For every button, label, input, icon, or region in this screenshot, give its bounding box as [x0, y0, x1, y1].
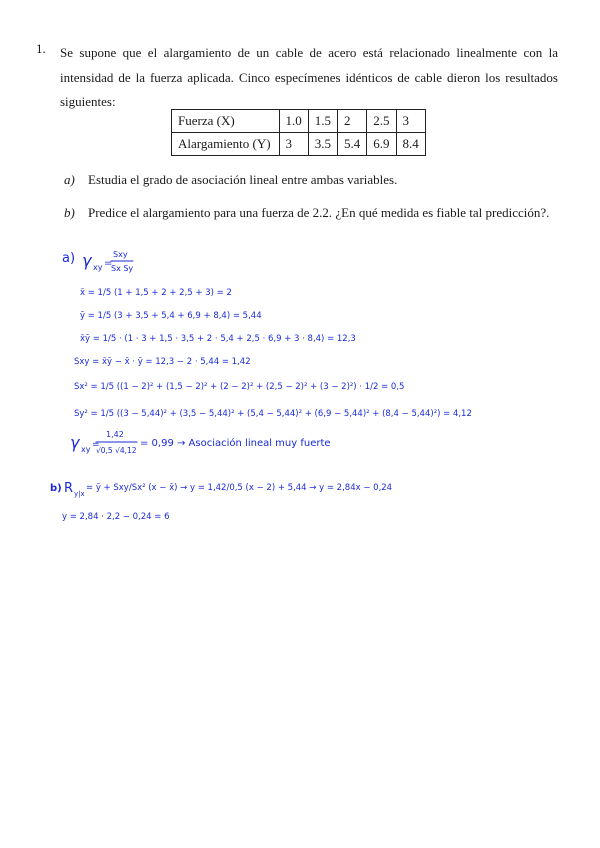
question-a-text: Estudia el grado de asociación lineal entre ambas variables. — [88, 172, 398, 187]
hw-b-regression-subscript: y|x — [74, 490, 85, 498]
svg-text:γ: γ — [82, 251, 92, 270]
hw-r-result: = 0,99 → Asociación lineal muy fuerte — [140, 438, 331, 449]
question-b-text: Predice el alargamiento para una fuerza de 2.2. ¿En qué medida es fiable tal predicción?. — [88, 205, 550, 220]
svg-text:Sx Sy: Sx Sy — [111, 264, 134, 273]
question-b-tag: b) — [64, 205, 75, 220]
table-cell: 1.0 — [279, 110, 308, 133]
hw-line-sy2: Sy² = 1/5 ((3 − 5,44)² + (3,5 − 5,44)² + (5,4 − 5,44)² + (6,9 − 5,44)² + (8,4 − 5,44)²) = 4,12 — [74, 409, 472, 419]
problem-statement: Se supone que el alargamiento de un cable de acero está relacionado linealmente con la intensidad de la fuerza aplicada. Cinco especímenes idénticos de cable dieron los resultados siguientes: — [60, 45, 558, 109]
table-cell: 6.9 — [367, 133, 396, 156]
table-row — [172, 133, 426, 156]
hw-b-regression-symbol: R — [64, 481, 74, 496]
problem-number: 1. — [36, 41, 46, 56]
data-table — [171, 109, 426, 156]
hw-line-xbar: x̄ = 1/5 (1 + 1,5 + 2 + 2,5 + 3) = 2 — [80, 288, 232, 298]
hw-line-xybar: x̄ȳ = 1/5 · (1 · 3 + 1,5 · 3,5 + 2 · 5,4 + 2,5 · 6,9 + 3 · 8,4) = 12,3 — [80, 334, 356, 344]
table-cell: 8.4 — [396, 133, 425, 156]
table-row — [172, 110, 426, 133]
svg-text:=: = — [104, 258, 113, 269]
table-cell: 2 — [338, 110, 367, 133]
question-a-tag: a) — [64, 172, 75, 187]
hw-b-line: = ȳ + Sxy/Sx² (x − x̄) → y = 1,42/0,5 (x − 2) + 5,44 → y = 2,84x − 0,24 — [86, 483, 393, 493]
table-cell: 1.5 — [308, 110, 337, 133]
hw-b-label: b) — [50, 483, 62, 494]
handwritten-solution — [0, 240, 600, 540]
svg-text:=: = — [92, 440, 100, 450]
svg-text:Sxy: Sxy — [113, 250, 128, 259]
svg-text:√0,5 √4,12: √0,5 √4,12 — [96, 446, 137, 455]
hw-b-result: y = 2,84 · 2,2 − 0,24 = 6 — [62, 512, 170, 522]
hw-r-value — [70, 430, 137, 455]
svg-text:γ: γ — [70, 433, 80, 452]
hw-line-sxy: Sxy = x̄ȳ − x̄ · ȳ = 12,3 − 2 · 5,44 = 1,42 — [74, 357, 251, 367]
hw-line-ybar: ȳ = 1/5 (3 + 3,5 + 5,4 + 6,9 + 8,4) = 5,44 — [80, 311, 262, 321]
row-label-elongation: Alargamiento (Y) — [172, 133, 280, 156]
row-label-force: Fuerza (X) — [172, 110, 280, 133]
hw-a-label: a) — [62, 251, 76, 266]
table-cell: 2.5 — [367, 110, 396, 133]
hw-line-sx2: Sx² = 1/5 ((1 − 2)² + (1,5 − 2)² + (2 − 2)² + (2,5 − 2)² + (3 − 2)²) · 1/2 = 0,5 — [74, 382, 405, 392]
svg-text:xy: xy — [81, 445, 91, 454]
svg-text:xy: xy — [93, 263, 103, 272]
table-cell: 3.5 — [308, 133, 337, 156]
hw-r-formula — [82, 250, 133, 273]
table-cell: 3 — [396, 110, 425, 133]
svg-text:1,42: 1,42 — [106, 430, 124, 439]
table-cell: 5.4 — [338, 133, 367, 156]
table-cell: 3 — [279, 133, 308, 156]
